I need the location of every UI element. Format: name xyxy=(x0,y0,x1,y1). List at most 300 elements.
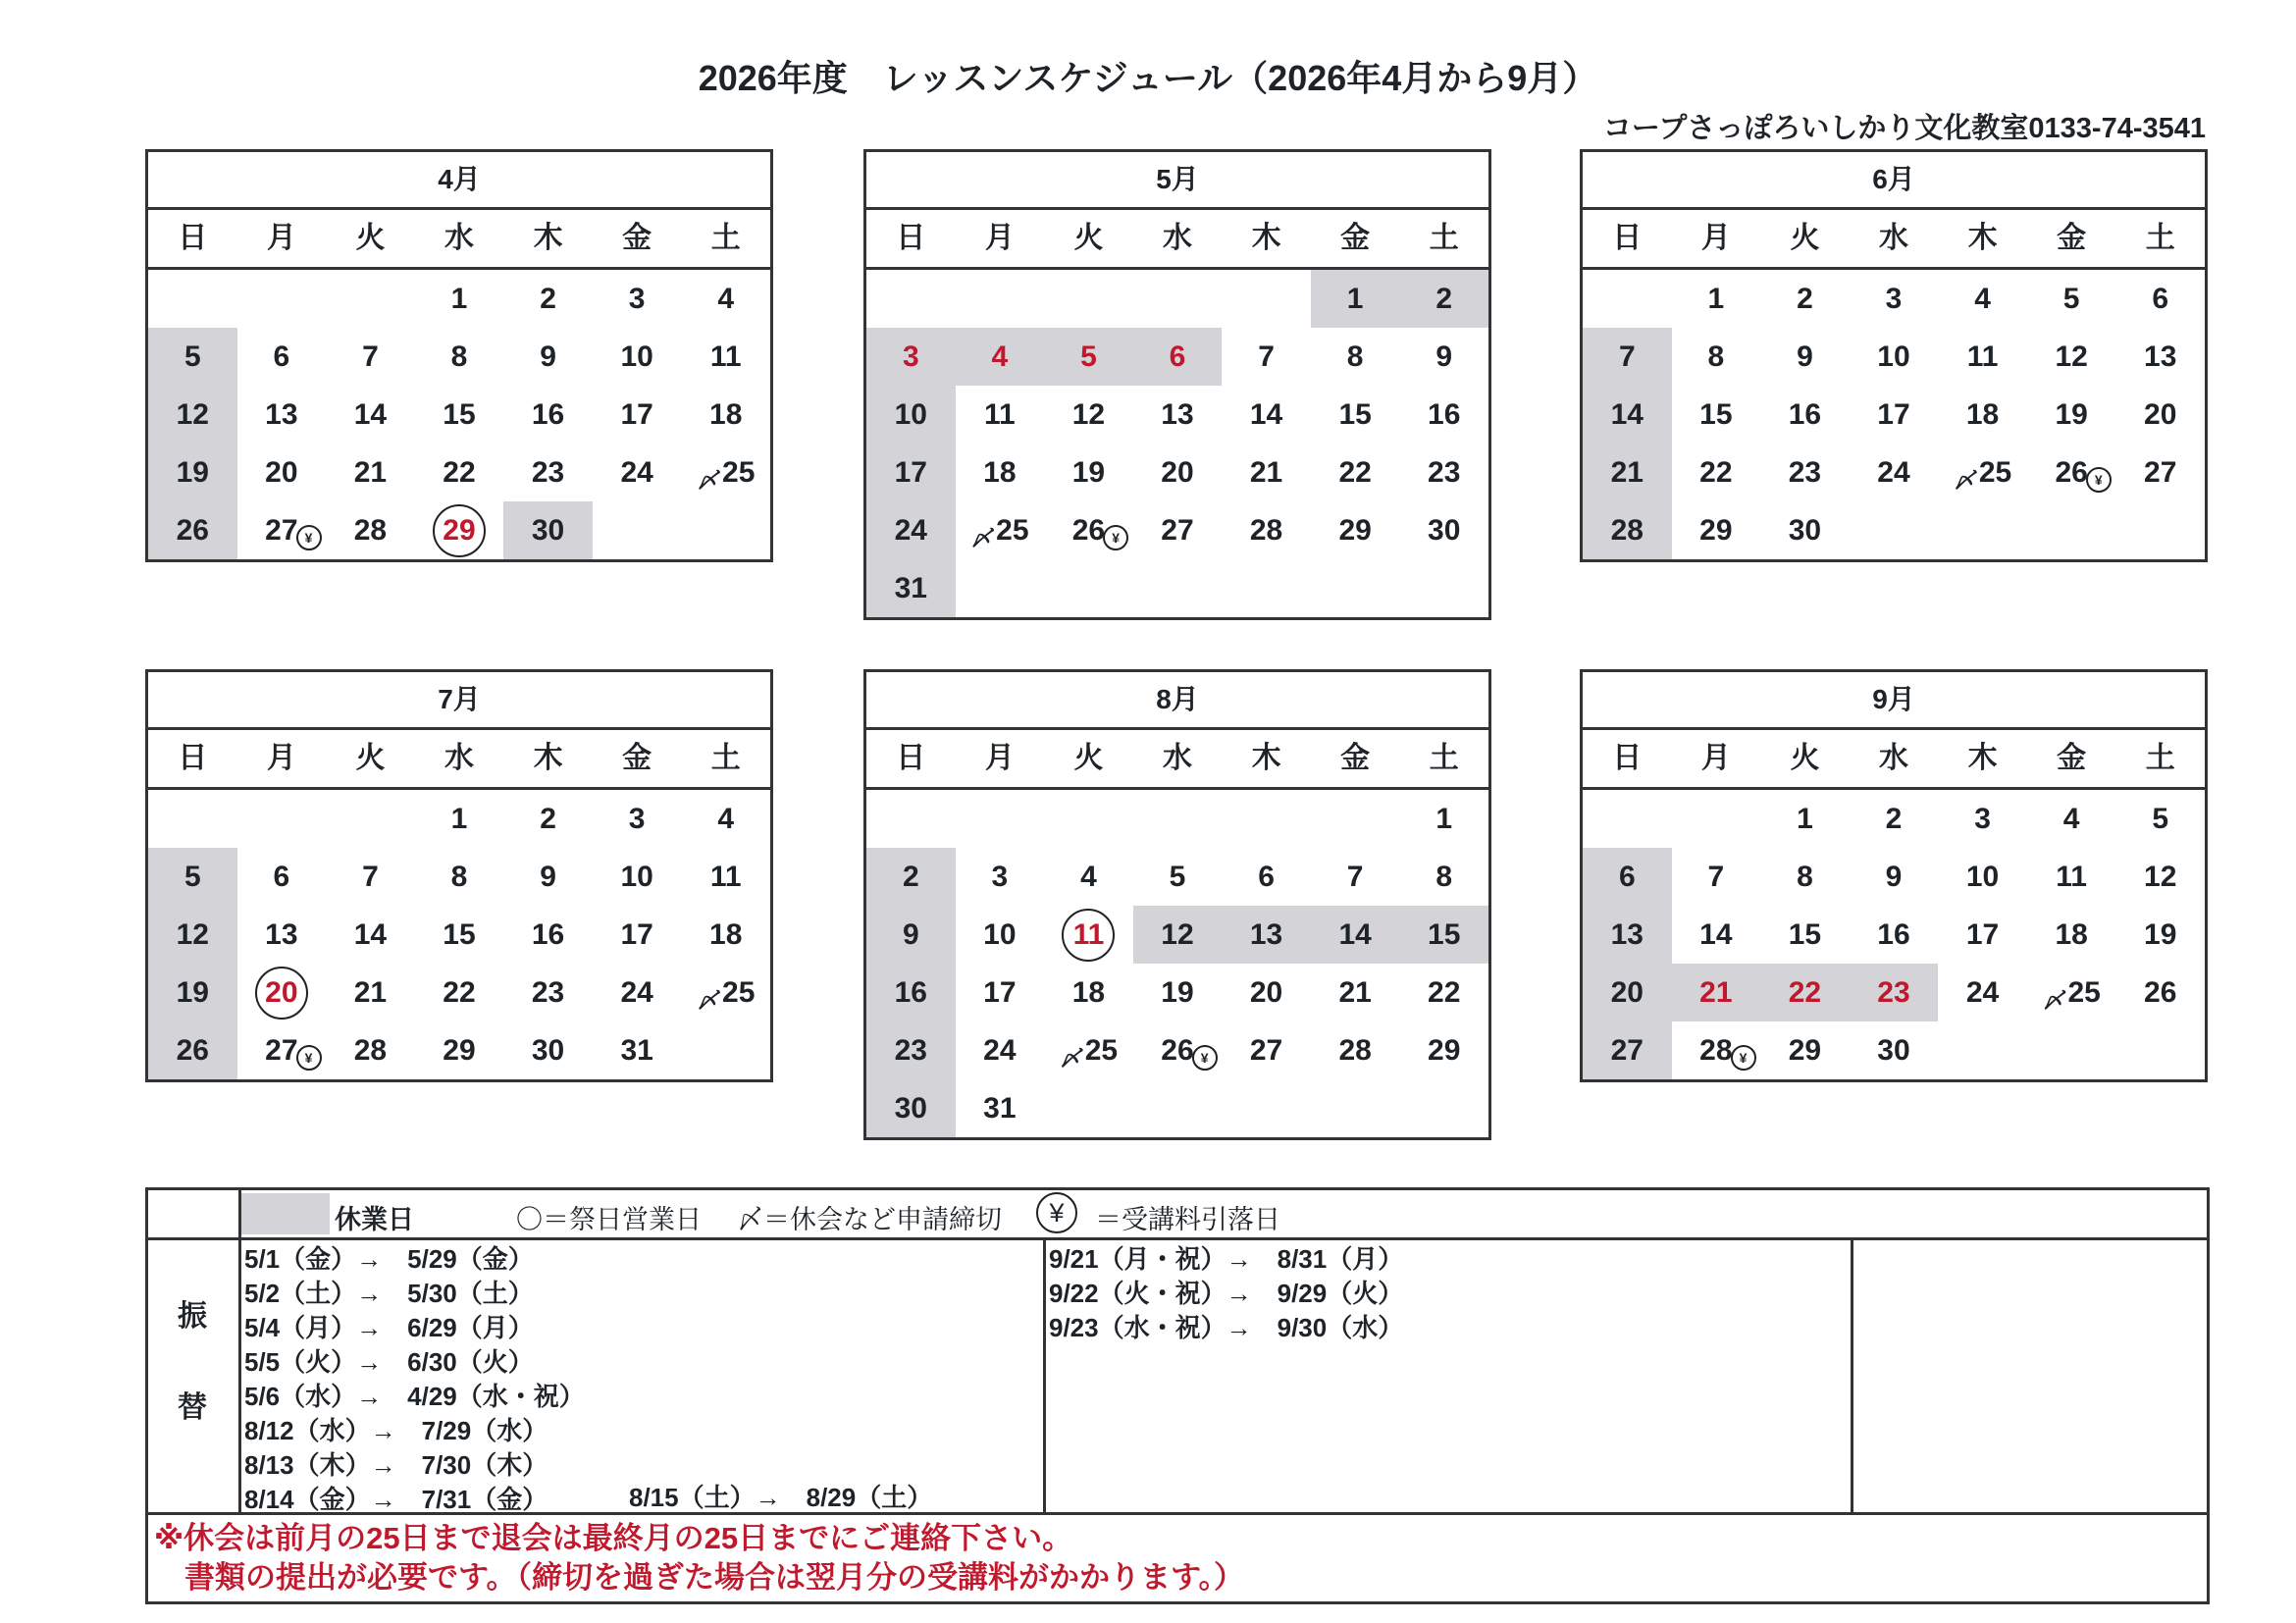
weekday-header xyxy=(866,210,1488,270)
empty-cell xyxy=(1222,1079,1311,1137)
day-cell: 22 xyxy=(1760,964,1850,1021)
weekday-label: 木 xyxy=(1967,742,1998,774)
yen-icon: ¥ xyxy=(1731,1045,1756,1071)
yen-icon: ¥ xyxy=(1103,525,1128,550)
day-cell: 19 xyxy=(148,444,237,501)
day-cell: 13 xyxy=(1583,906,1672,964)
day-cell: 7 xyxy=(362,340,379,373)
day-cell: 23 xyxy=(531,976,565,1009)
empty-cell xyxy=(1311,790,1400,848)
day-cell: 10 xyxy=(983,918,1017,951)
holiday-open-circle: 11 xyxy=(1062,909,1115,962)
closed-swatch xyxy=(241,1193,330,1234)
weekday-label: 土 xyxy=(2145,742,2175,774)
day-cell: 4 xyxy=(717,283,735,315)
day-cell: $_〆$ 25 xyxy=(1953,456,2012,493)
day-cell: 9 xyxy=(866,906,956,964)
day-cell: 7 xyxy=(1258,340,1275,373)
day-cell: 6 xyxy=(273,861,290,893)
day-cell: 23 xyxy=(1850,964,1939,1021)
transfer-item: 9/22（火・祝）→ 9/29（火） xyxy=(1049,1279,1404,1308)
day-cell: 5 xyxy=(1169,861,1186,893)
day-cell: 8 xyxy=(450,861,468,893)
weekday-label: 土 xyxy=(710,742,741,774)
day-cell: 29 xyxy=(1699,514,1733,547)
day-cell: 19 xyxy=(148,964,237,1021)
weekday-label: 火 xyxy=(1790,742,1820,774)
deadline-mark-icon: 〆 xyxy=(1059,1046,1081,1071)
day-cell: 16 xyxy=(866,964,956,1021)
day-cell: 2 xyxy=(540,803,556,835)
day-cell: 16 xyxy=(1428,398,1461,431)
empty-cell xyxy=(1399,559,1488,617)
day-cell: 27 ¥ xyxy=(237,1021,327,1079)
empty-cell xyxy=(1311,1079,1400,1137)
empty-cell xyxy=(866,270,956,328)
yen-icon: ¥ xyxy=(296,525,322,550)
weekday-label: 日 xyxy=(1612,222,1643,254)
day-cell: 23 xyxy=(1428,456,1461,489)
day-cell: 26 xyxy=(148,1021,237,1079)
transfer-item: 5/2（土）→ 5/30（土） xyxy=(244,1279,534,1308)
empty-cell xyxy=(956,559,1045,617)
empty-cell xyxy=(148,790,237,848)
day-cell: 12 xyxy=(148,906,237,964)
day-cell: 17 xyxy=(1965,918,2000,951)
day-cell: 24 xyxy=(1965,976,2000,1009)
day-cell: 30 xyxy=(531,1034,565,1067)
day-cell: 4 xyxy=(956,328,1045,386)
day-cell: 22 xyxy=(443,976,476,1009)
day-cell: 28 xyxy=(1249,514,1283,547)
day-cell: 12 xyxy=(148,386,237,444)
day-cell xyxy=(237,964,327,1021)
empty-cell xyxy=(1044,790,1133,848)
day-cell: 2 xyxy=(1797,283,1813,315)
day-cell: 8 xyxy=(450,340,468,373)
day-cell: 11 xyxy=(1966,340,1999,373)
day-cell: 12 xyxy=(2055,340,2088,373)
day-cell: 14 xyxy=(1249,398,1283,431)
day-cell: 1 xyxy=(1435,803,1453,835)
day-cell: 15 xyxy=(443,918,476,951)
deadline-mark-icon: 〆 xyxy=(697,988,719,1013)
day-cell: 3 xyxy=(866,328,956,386)
day-cell: 23 xyxy=(866,1021,956,1079)
day-cell: 29 xyxy=(443,1034,476,1067)
empty-cell xyxy=(237,790,327,848)
weekday-label: 火 xyxy=(355,742,386,774)
empty-cell xyxy=(1938,1021,2027,1079)
legend-box xyxy=(145,1187,2210,1604)
month-title: 9月 xyxy=(1583,672,2205,730)
day-cell: 13 xyxy=(265,918,298,951)
day-cell: 29 xyxy=(1788,1034,1822,1067)
contact-info: コープさっぽろいしかり文化教室0133-74-3541 xyxy=(1602,113,2206,144)
day-cell: $_〆$ 25 xyxy=(697,456,756,493)
day-cell: 3 xyxy=(628,803,646,835)
day-cell: 8 xyxy=(1346,340,1364,373)
day-cell: 7 xyxy=(1707,861,1725,893)
day-grid xyxy=(148,270,770,559)
day-cell: 27 xyxy=(2144,456,2177,489)
weekday-label: 火 xyxy=(1073,222,1104,254)
day-cell: 28 xyxy=(353,1034,388,1067)
day-cell: 22 xyxy=(1428,976,1461,1009)
day-cell: 16 xyxy=(531,918,565,951)
day-cell: 30 xyxy=(1788,514,1822,547)
day-cell: 26 ¥ xyxy=(1044,501,1133,559)
day-cell: 28 xyxy=(1338,1034,1372,1067)
day-cell: 14 xyxy=(353,918,388,951)
day-cell xyxy=(415,501,504,559)
empty-cell xyxy=(1938,501,2027,559)
weekday-label: 月 xyxy=(984,742,1015,774)
day-cell: 10 xyxy=(1877,340,1910,373)
day-cell: 21 xyxy=(1672,964,1761,1021)
empty-cell xyxy=(956,270,1045,328)
weekday-label: 水 xyxy=(1163,742,1193,774)
day-cell: 31 xyxy=(866,559,956,617)
empty-cell xyxy=(1672,790,1761,848)
day-cell: 16 xyxy=(531,398,565,431)
empty-cell xyxy=(681,1021,770,1079)
transfer-item: 5/1（金）→ 5/29（金） xyxy=(244,1244,534,1274)
weekday-label: 金 xyxy=(622,222,652,254)
day-cell: 14 xyxy=(1583,386,1672,444)
day-cell: 18 xyxy=(2055,918,2088,951)
day-cell: 9 xyxy=(540,340,556,373)
yen-icon: ¥ xyxy=(2086,467,2112,493)
day-cell: 15 xyxy=(1699,398,1733,431)
weekday-header xyxy=(866,730,1488,790)
weekday-label: 水 xyxy=(444,222,475,254)
weekday-label: 水 xyxy=(1879,222,1909,254)
empty-cell xyxy=(237,270,327,328)
day-cell: 17 xyxy=(620,398,653,431)
day-cell: 2 xyxy=(1399,270,1488,328)
day-cell: 19 xyxy=(2144,918,2177,951)
empty-cell xyxy=(1044,270,1133,328)
weekday-label: 金 xyxy=(1340,742,1371,774)
day-cell: 22 xyxy=(443,456,476,489)
day-cell: 28 xyxy=(1583,501,1672,559)
empty-cell xyxy=(1133,270,1223,328)
day-cell: 14 xyxy=(1311,906,1400,964)
day-cell: 21 xyxy=(353,976,388,1009)
day-cell: 10 xyxy=(620,861,653,893)
day-cell: 3 xyxy=(1974,803,1991,835)
day-grid xyxy=(1583,790,2205,1079)
day-cell: 20 xyxy=(2144,398,2177,431)
day-cell: 7 xyxy=(1583,328,1672,386)
notes xyxy=(154,1519,1244,1597)
weekday-label: 土 xyxy=(710,222,741,254)
month-title: 5月 xyxy=(866,152,1488,210)
empty-cell xyxy=(1311,559,1400,617)
day-grid xyxy=(1583,270,2205,559)
empty-cell xyxy=(1222,559,1311,617)
transfer-item: 9/23（水・祝）→ 9/30（水） xyxy=(1049,1313,1404,1342)
day-grid xyxy=(148,790,770,1079)
day-cell: 18 xyxy=(1965,398,2000,431)
weekday-label: 水 xyxy=(1163,222,1193,254)
yen-icon: ¥ xyxy=(1192,1045,1218,1071)
day-cell: 17 xyxy=(620,918,653,951)
day-cell: 23 xyxy=(531,456,565,489)
day-cell: 12 xyxy=(1133,906,1223,964)
weekday-label: 土 xyxy=(2145,222,2175,254)
empty-cell xyxy=(866,790,956,848)
day-cell: 15 xyxy=(1338,398,1372,431)
weekday-label: 日 xyxy=(1612,742,1643,774)
day-cell: 29 xyxy=(1428,1034,1461,1067)
day-cell: 9 xyxy=(1797,340,1813,373)
empty-cell xyxy=(326,790,415,848)
month-title: 6月 xyxy=(1583,152,2205,210)
day-cell: 5 xyxy=(2062,283,2080,315)
day-cell: 3 xyxy=(1885,283,1903,315)
weekday-label: 水 xyxy=(444,742,475,774)
day-cell: 24 xyxy=(983,1034,1017,1067)
weekday-label: 日 xyxy=(178,222,208,254)
day-cell: 24 xyxy=(620,976,653,1009)
day-cell: 30 xyxy=(1428,514,1461,547)
day-cell: 22 xyxy=(1699,456,1733,489)
day-cell: 3 xyxy=(628,283,646,315)
day-cell: 14 xyxy=(1699,918,1733,951)
empty-cell xyxy=(593,501,682,559)
day-cell: 27 xyxy=(1161,514,1194,547)
day-cell: $_〆$ 25 xyxy=(2042,976,2101,1013)
day-cell: 1 xyxy=(1707,283,1725,315)
day-cell: 5 xyxy=(2152,803,2169,835)
month-title: 8月 xyxy=(866,672,1488,730)
day-cell: 9 xyxy=(1435,340,1453,373)
legend-yen: ＝受講料引落日 xyxy=(1095,1205,1280,1234)
day-cell: 20 xyxy=(265,456,298,489)
deadline-mark-icon: 〆 xyxy=(697,468,719,493)
calendar-month xyxy=(863,669,1491,1140)
legend-deadline: 〆＝休会など申請締切 xyxy=(737,1205,1002,1234)
weekday-label: 土 xyxy=(1429,222,1459,254)
weekday-header xyxy=(148,210,770,270)
empty-cell xyxy=(2027,501,2116,559)
empty-cell xyxy=(2115,501,2205,559)
day-cell: 21 xyxy=(1583,444,1672,501)
day-cell: 2 xyxy=(540,283,556,315)
weekday-header xyxy=(148,730,770,790)
day-cell: 11 xyxy=(983,398,1016,431)
day-cell: 16 xyxy=(1788,398,1822,431)
yen-icon: ¥ xyxy=(296,1045,322,1071)
day-cell: 17 xyxy=(866,444,956,501)
day-cell: 28 ¥ xyxy=(1672,1021,1761,1079)
day-cell: 30 xyxy=(866,1079,956,1137)
day-cell: 22 xyxy=(1338,456,1372,489)
day-cell: 27 ¥ xyxy=(237,501,327,559)
transfer-item: 5/5（火）→ 6/30（火） xyxy=(244,1347,534,1377)
day-cell: 19 xyxy=(1161,976,1194,1009)
empty-cell xyxy=(2115,1021,2205,1079)
holiday-open-circle: 29 xyxy=(433,504,486,557)
day-cell: 4 xyxy=(1080,861,1097,893)
day-cell: 11 xyxy=(709,861,742,893)
month-title: 4月 xyxy=(148,152,770,210)
day-cell: 24 xyxy=(1877,456,1910,489)
day-cell: 6 xyxy=(1583,848,1672,906)
weekday-label: 木 xyxy=(1251,222,1281,254)
weekday-label: 日 xyxy=(896,222,926,254)
day-cell: 16 xyxy=(1877,918,1910,951)
day-cell: $_〆$ 25 xyxy=(1059,1034,1119,1071)
deadline-mark-icon: 〆 xyxy=(2042,988,2064,1013)
day-cell: 11 xyxy=(709,340,742,373)
deadline-mark-icon: 〆 xyxy=(1953,468,1975,493)
day-cell: 10 xyxy=(620,340,653,373)
legend-key xyxy=(148,1190,2207,1240)
day-cell: 21 xyxy=(353,456,388,489)
day-cell: 13 xyxy=(265,398,298,431)
note-line: 書類の提出が必要です。（締切を過ぎた場合は翌月分の受講料がかかります。） xyxy=(154,1560,1245,1595)
weekday-label: 月 xyxy=(266,742,296,774)
day-cell: 21 xyxy=(1249,456,1283,489)
page-title: 2026年度 レッスンスケジュール（2026年4月から9月） xyxy=(698,58,1598,98)
day-cell: 9 xyxy=(540,861,556,893)
day-cell: 17 xyxy=(1877,398,1910,431)
empty-cell xyxy=(681,501,770,559)
day-cell: 19 xyxy=(1071,456,1106,489)
day-cell: 15 xyxy=(443,398,476,431)
day-cell: 18 xyxy=(709,398,743,431)
weekday-label: 木 xyxy=(1251,742,1281,774)
holiday-open-circle: 20 xyxy=(255,967,308,1020)
side-label-2: 替 xyxy=(178,1391,207,1424)
calendar-month xyxy=(145,149,773,562)
day-cell: 4 xyxy=(1974,283,1991,315)
day-cell: 10 xyxy=(1965,861,2000,893)
day-cell: 13 xyxy=(1222,906,1311,964)
day-cell: 18 xyxy=(983,456,1017,489)
day-cell: 29 xyxy=(1338,514,1372,547)
day-cell: 1 xyxy=(1311,270,1400,328)
day-cell: 28 xyxy=(353,514,388,547)
day-cell: 8 xyxy=(1435,861,1453,893)
day-cell: 15 xyxy=(1399,906,1488,964)
day-cell: 6 xyxy=(2152,283,2169,315)
note-line: ※休会は前月の25日まで退会は最終月の25日までにご連絡下さい。 xyxy=(154,1521,1073,1555)
day-grid xyxy=(866,270,1488,617)
day-cell: 2 xyxy=(866,848,956,906)
weekday-label: 月 xyxy=(1700,742,1731,774)
weekday-label: 金 xyxy=(2057,742,2087,774)
deadline-mark-icon: 〆 xyxy=(970,526,993,550)
yen-icon: ¥ xyxy=(1036,1192,1077,1233)
weekday-label: 火 xyxy=(1790,222,1820,254)
day-cell: 11 xyxy=(2056,861,2087,893)
empty-cell xyxy=(1222,270,1311,328)
transfer-item: 8/14（金）→ 7/31（金） xyxy=(244,1485,548,1514)
transfer-extra: 8/15（土）→ 8/29（土） xyxy=(629,1483,933,1512)
day-cell: 6 xyxy=(1133,328,1223,386)
empty-cell xyxy=(956,790,1045,848)
day-cell: 6 xyxy=(273,340,290,373)
transfer-item: 8/13（木）→ 7/30（木） xyxy=(244,1450,548,1480)
day-cell: 20 xyxy=(1583,964,1672,1021)
day-cell: 26 ¥ xyxy=(2027,444,2116,501)
day-cell: 3 xyxy=(991,861,1009,893)
transfer-item: 5/4（月）→ 6/29（月） xyxy=(244,1313,534,1342)
legend-holiday-open: 〇＝祭日営業日 xyxy=(516,1205,702,1234)
day-cell: 15 xyxy=(1788,918,1822,951)
weekday-label: 金 xyxy=(2057,222,2087,254)
empty-cell xyxy=(148,270,237,328)
weekday-label: 日 xyxy=(178,742,208,774)
empty-cell xyxy=(1044,559,1133,617)
calendar-month xyxy=(1580,669,2208,1082)
empty-cell xyxy=(1222,790,1311,848)
day-cell xyxy=(1044,906,1133,964)
day-cell: 7 xyxy=(362,861,379,893)
month-title: 7月 xyxy=(148,672,770,730)
day-cell: 23 xyxy=(1788,456,1822,489)
day-cell: 12 xyxy=(2144,861,2177,893)
legend-closed: 休業日 xyxy=(335,1205,414,1234)
day-cell: 30 xyxy=(503,501,593,559)
day-cell: 18 xyxy=(709,918,743,951)
day-cell: 2 xyxy=(1885,803,1903,835)
transfer-item: 5/6（水）→ 4/29（水・祝） xyxy=(244,1382,585,1411)
transfer-item: 8/12（水）→ 7/29（水） xyxy=(244,1416,548,1445)
day-cell: 4 xyxy=(717,803,735,835)
day-cell: 5 xyxy=(148,848,237,906)
weekday-header xyxy=(1583,730,2205,790)
weekday-label: 木 xyxy=(1967,222,1998,254)
weekday-label: 火 xyxy=(1073,742,1104,774)
day-cell: 14 xyxy=(353,398,388,431)
day-cell: 20 xyxy=(1249,976,1283,1009)
transfer-table xyxy=(148,1237,2207,1515)
day-cell: 27 xyxy=(1249,1034,1283,1067)
weekday-label: 金 xyxy=(622,742,652,774)
calendar-month xyxy=(145,669,773,1082)
empty-cell xyxy=(1133,790,1223,848)
weekday-label: 水 xyxy=(1879,742,1909,774)
day-cell: 13 xyxy=(1161,398,1194,431)
day-cell: 5 xyxy=(1044,328,1133,386)
day-cell: 18 xyxy=(1071,976,1106,1009)
day-cell: 1 xyxy=(450,283,468,315)
empty-cell xyxy=(1583,790,1672,848)
day-cell: 4 xyxy=(2062,803,2080,835)
day-cell: 12 xyxy=(1071,398,1106,431)
day-cell: 24 xyxy=(620,456,653,489)
day-cell: 30 xyxy=(1877,1034,1910,1067)
day-cell: 5 xyxy=(148,328,237,386)
day-cell: 20 xyxy=(1161,456,1194,489)
day-cell: 26 xyxy=(2144,976,2177,1009)
day-cell: 6 xyxy=(1258,861,1275,893)
weekday-header xyxy=(1583,210,2205,270)
empty-cell xyxy=(326,270,415,328)
weekday-label: 月 xyxy=(984,222,1015,254)
weekday-label: 金 xyxy=(1340,222,1371,254)
day-cell: $_〆$ 25 xyxy=(697,976,756,1013)
day-cell: 7 xyxy=(1346,861,1364,893)
weekday-label: 月 xyxy=(1700,222,1731,254)
day-cell: 17 xyxy=(983,976,1017,1009)
day-cell: 31 xyxy=(983,1092,1017,1125)
